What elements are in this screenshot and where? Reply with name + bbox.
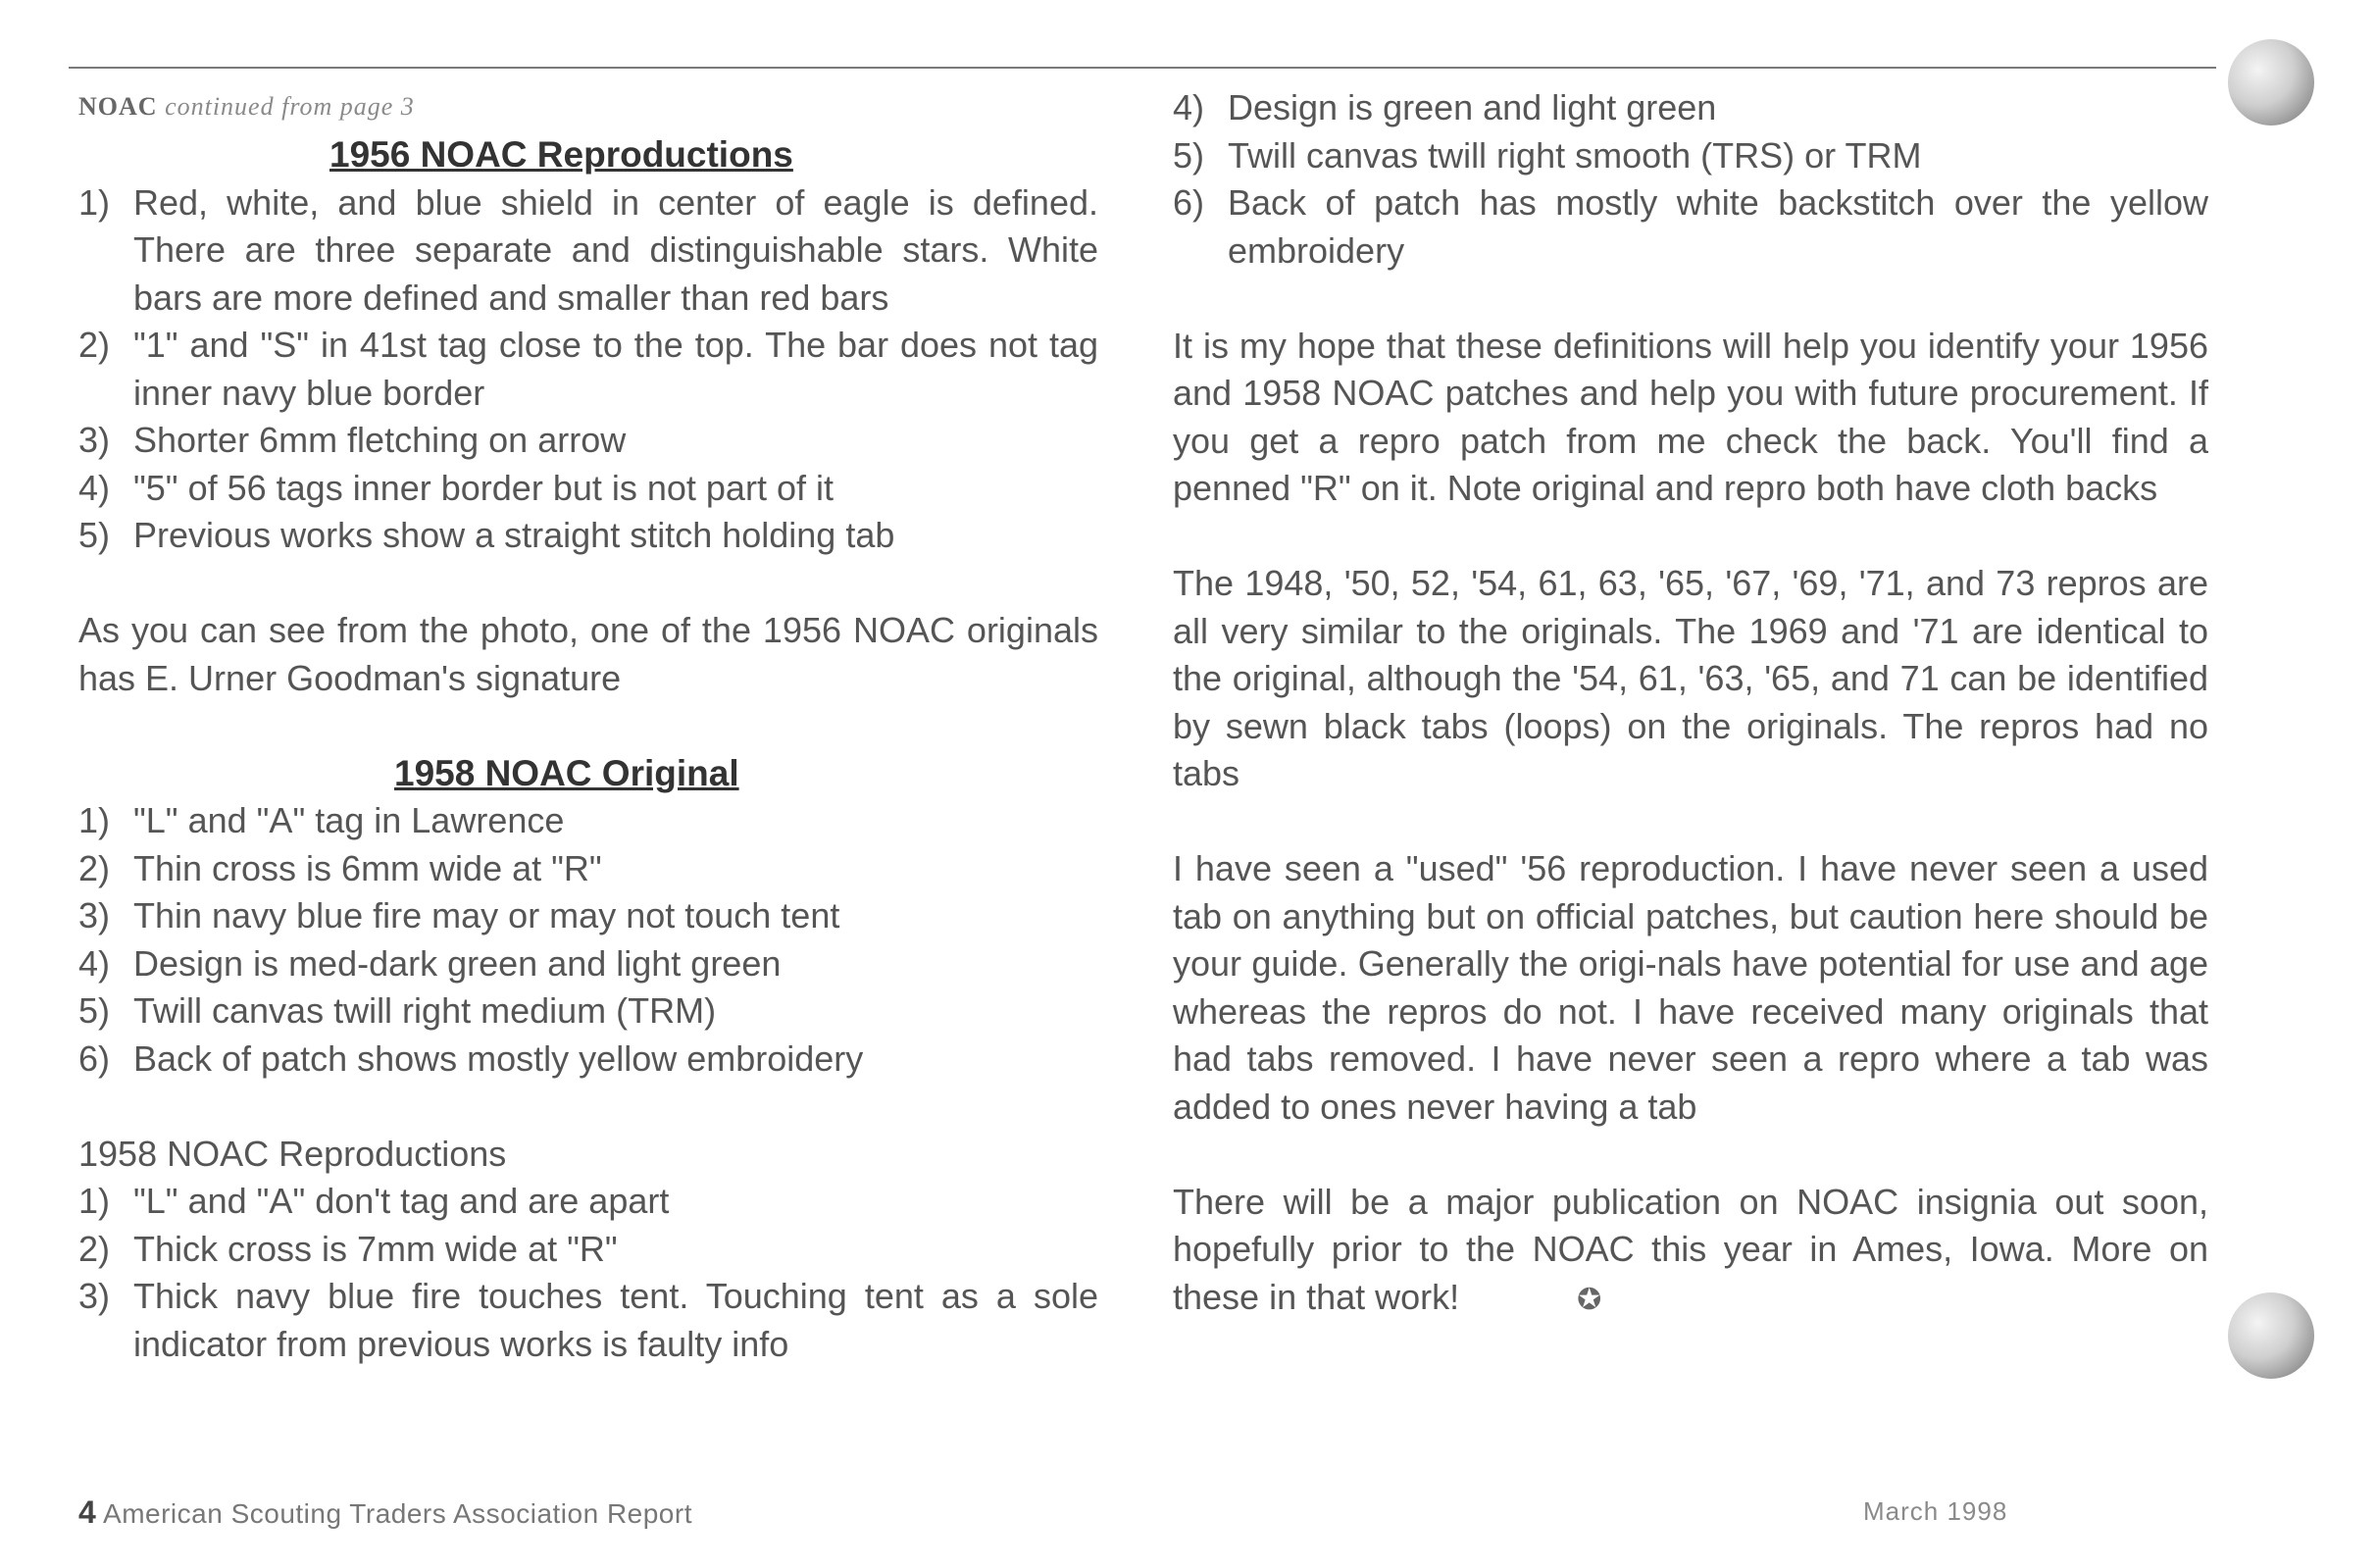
footer-left bbox=[78, 1494, 692, 1531]
list-number: 6) bbox=[78, 1037, 111, 1079]
list-number: 5) bbox=[1173, 134, 1205, 176]
list-item bbox=[78, 987, 1098, 1036]
list-number: 3) bbox=[78, 420, 111, 460]
list-number: 1) bbox=[78, 800, 111, 840]
publication-text: There will be a major publication on NOAC insignia out soon, hopefully prior to the NOAC this year in Ames, Iowa. More on these in that work! bbox=[1173, 1181, 2208, 1317]
list-item bbox=[1173, 132, 2208, 180]
spacer bbox=[1173, 513, 2208, 561]
list-text: Previous works show a straight stitch holding tab bbox=[133, 515, 895, 555]
paragraph-publication bbox=[1173, 1179, 2208, 1325]
list-item bbox=[78, 417, 1098, 465]
binder-hole-bottom bbox=[2228, 1292, 2314, 1379]
paragraph-signature: As you can see from the photo, one of the 1956 NOAC originals has E. Urner Goodman's signature bbox=[78, 610, 1098, 698]
list-text: "5" of 56 tags inner border but is not part of it bbox=[133, 467, 834, 508]
list-number: 3) bbox=[78, 1276, 111, 1316]
fleur-de-lis-icon: ✪ bbox=[1577, 1283, 1602, 1316]
list-item bbox=[78, 1226, 1098, 1274]
list-item bbox=[1173, 84, 2208, 132]
list-item bbox=[78, 465, 1098, 513]
list-item bbox=[78, 797, 1098, 845]
paragraph-used-reproduction: I have seen a "used" '56 reproduction. I have never seen a used tab on anything but on official patches, but caution here should be your guide. Generally the origi-nals have potential for use and age whereas the repros do not. I have received many originals that had tabs removed. I have never seen a repro where a tab was added to ones never having a tab bbox=[1173, 848, 2208, 1127]
continued-note bbox=[78, 84, 1098, 131]
list-text: Thick cross is 7mm wide at "R" bbox=[133, 1228, 618, 1269]
list-text: "L" and "A" don't tag and are apart bbox=[133, 1181, 670, 1221]
list-text: Thin cross is 6mm wide at "R" bbox=[133, 847, 602, 888]
list-number: 2) bbox=[78, 847, 111, 888]
spacer bbox=[78, 702, 1098, 750]
list-number: 3) bbox=[78, 895, 111, 936]
list-number: 1) bbox=[78, 181, 111, 223]
list-number: 2) bbox=[78, 325, 111, 365]
issue-date: March 1998 bbox=[1863, 1496, 2008, 1526]
list-text: Twill canvas twill right smooth (TRS) or TRM bbox=[1228, 134, 1922, 176]
left-column bbox=[78, 84, 1098, 1368]
list-number: 4) bbox=[1173, 87, 1205, 127]
list-text: "L" and "A" tag in Lawrence bbox=[133, 800, 565, 840]
list-text: Twill canvas twill right medium (TRM) bbox=[133, 990, 717, 1031]
list-number: 4) bbox=[78, 467, 111, 508]
publication-name: American Scouting Traders Association Report bbox=[103, 1498, 692, 1529]
top-rule bbox=[69, 67, 2216, 69]
list-text: Shorter 6mm fletching on arrow bbox=[133, 420, 627, 460]
list-item bbox=[78, 179, 1098, 323]
list-item bbox=[1173, 179, 2208, 275]
paragraph-hope: It is my hope that these definitions will help you identify your 1956 and 1958 NOAC patches and help you with future procurement. If you get a repro patch from me check the back. You'll find a penned "R" on it. Note original and repro both have cloth backs bbox=[1173, 325, 2208, 508]
paragraph-repros: The 1948, '50, 52, '54, 61, 63, '65, '67, '69, '71, and 73 repros are all very similar to the originals. The 1969 and '71 are identical to the original, although the '54, 61, '63, '65, and 71 can be identified by sewn black tabs (loops) on the originals. The repros had no tabs bbox=[1173, 563, 2208, 793]
page-number: 4 bbox=[78, 1494, 97, 1530]
list-number: 5) bbox=[78, 515, 111, 555]
list-number: 2) bbox=[78, 1228, 111, 1269]
list-text: Thin navy blue fire may or may not touch tent bbox=[133, 895, 840, 936]
spacer bbox=[1173, 275, 2208, 323]
list-item bbox=[78, 892, 1098, 940]
list-item bbox=[78, 940, 1098, 988]
list-item bbox=[78, 845, 1098, 893]
subheading-1958-reproductions: 1958 NOAC Reproductions bbox=[78, 1133, 507, 1174]
list-text: Back of patch has mostly white backstitch over the yellow embroidery bbox=[1228, 182, 2208, 271]
spacer bbox=[1173, 1131, 2208, 1179]
list-text: Back of patch shows mostly yellow embroidery bbox=[133, 1037, 864, 1079]
list-number: 5) bbox=[78, 990, 111, 1031]
list-item bbox=[78, 322, 1098, 417]
list-item bbox=[78, 512, 1098, 560]
list-number: 6) bbox=[1173, 182, 1205, 223]
list-text: Red, white, and blue shield in center of eagle is defined. There are three separate and distinguishable stars. White bars are more defined and smaller than red bars bbox=[133, 181, 1098, 318]
list-text: Design is med-dark green and light green bbox=[133, 942, 782, 984]
list-number: 4) bbox=[78, 942, 111, 984]
list-item bbox=[78, 1178, 1098, 1226]
spacer bbox=[1173, 798, 2208, 846]
continued-text: continued from page 3 bbox=[165, 92, 415, 121]
list-text: "1" and "S" in 41st tag close to the top. The bar does not tag inner navy blue border bbox=[133, 325, 1098, 413]
list-item bbox=[78, 1036, 1098, 1084]
spacer bbox=[78, 1083, 1098, 1131]
binder-hole-top bbox=[2228, 39, 2314, 126]
list-item bbox=[78, 1273, 1098, 1368]
list-text: Design is green and light green bbox=[1228, 87, 1717, 127]
right-column bbox=[1173, 84, 2208, 1324]
heading-1958-original: 1958 NOAC Original bbox=[394, 752, 739, 793]
continued-abbr: NOAC bbox=[78, 92, 158, 121]
spacer bbox=[78, 560, 1098, 608]
list-number: 1) bbox=[78, 1181, 111, 1221]
list-text: Thick navy blue fire touches tent. Touching tent as a sole indicator from previous works is faulty info bbox=[133, 1276, 1098, 1364]
heading-1956-reproductions: 1956 NOAC Reproductions bbox=[329, 134, 793, 175]
